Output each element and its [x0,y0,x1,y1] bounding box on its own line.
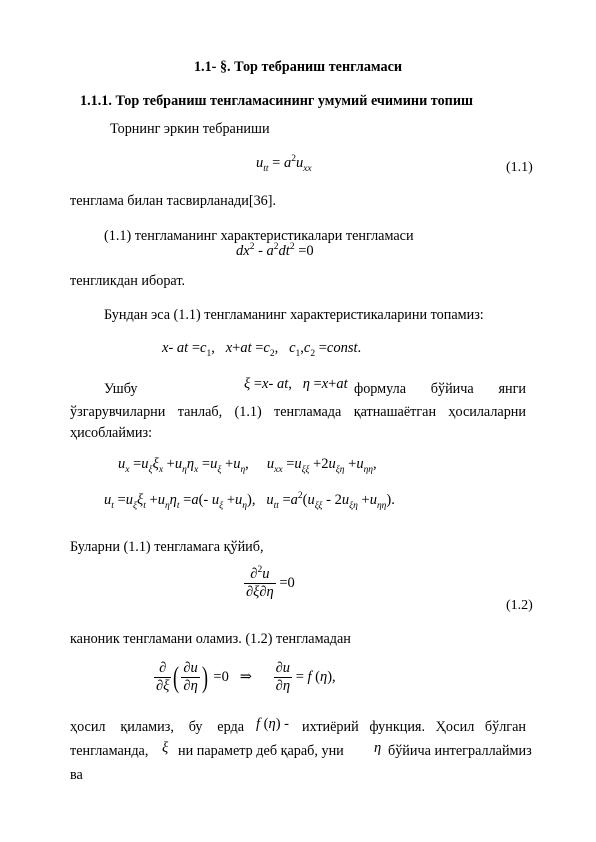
symbol-xi: ξ [162,740,169,756]
paragraph-change-variables-mid: формула бўйича янги [354,381,526,397]
equation-derivatives-x: $u_x =u_\xi\xi_x +u_\eta\eta_x =u_\xi +u_\eta$, $u_{xx} =u_{\xi\xi} +2u_{\xi\eta} +u_{\eta\eta}$, [118,456,377,475]
equation-1-1: $u_{tt} = a^2u_{xx}$ [256,154,312,174]
paragraph-parameter-start: тенгламанда, [70,743,149,759]
equation-derivatives-t: $u_t =u_\xi\xi_t +u_\eta\eta_t =a(-$ $u_\xi +u_\eta$), $u_{tt} =a^2(u_{\xi\xi} - 2u_{\xi\eta} +u_{\eta\eta})$. [104,491,395,511]
paragraph-change-variables-start: Ушбу [104,381,138,397]
equation-1-2: $\frac{\partial^2u}{\partial\xi\partial\eta}$ =0 [246,565,295,600]
paragraph-change-variables-line3: ҳисоблаймиз: [70,425,153,441]
section-heading: 1.1- §. Тор тебраниш тенгламаси [193,59,403,75]
paragraph-parameter-end: бўйича интеграллаймиз [388,743,532,759]
equation-characteristic: $dx^2 - a^2dt^2 =0$ [236,242,314,259]
symbol-eta: η [374,740,382,756]
paragraph-find-characteristics: Бундан эса (1.1) тенгламанинг характеристикаларини топамиз: [104,307,484,323]
equation-f-eta: f (η) - [256,716,290,732]
paragraph-consists-of: тенгликдан иборат. [70,273,186,289]
paragraph-parameter-mid: ни параметр деб қараб, уни [178,743,344,759]
paragraph-and: ва [70,767,83,783]
subsection-heading: 1.1.1. Тор тебраниш тенгламасининг умумий ечимини топиш [80,93,473,109]
paragraph-described-by: тенглама билан тасвирланади[36]. [70,193,277,209]
equation-number-1-2: (1.2) [506,598,533,613]
equation-number-1-1: (1.1) [506,160,533,175]
paragraph-obtain-start: ҳосил қиламиз, бу ерда [70,719,244,735]
paragraph-obtain-end: ихтиёрий функция. Ҳосил бўлган [302,719,526,735]
equation-characteristics: x- at $=c_1$, $x+at =c_2$, $c_1,c_2$ =const. [162,340,362,359]
paragraph-substituting: Буларни (1.1) тенгламага қўйиб, [70,539,264,555]
paragraph-characteristics-equation: (1.1) тенгламанинг характеристикалари тенгламаси [104,228,414,244]
paragraph-change-variables-line2: ўзгарувчиларни танлаб, (1.1) тенгламада қатнашаётган ҳосилаларни [70,404,526,420]
paragraph-free-vibration: Торнинг эркин тебраниши [110,121,270,137]
equation-integration: $\frac{\partial}{\partial\xi}$ ( $\frac{\partial u}{\partial\eta}$ ) =0 ⇒ $\frac{\partial u}{\partial\eta}$ = f (η), [156,660,336,694]
equation-new-variables: ξ =x- at, η =x+at [244,376,348,392]
const-word: const [326,340,358,356]
paragraph-canonical: каноник тенгламани оламиз. (1.2) тенгламадан [70,631,351,647]
